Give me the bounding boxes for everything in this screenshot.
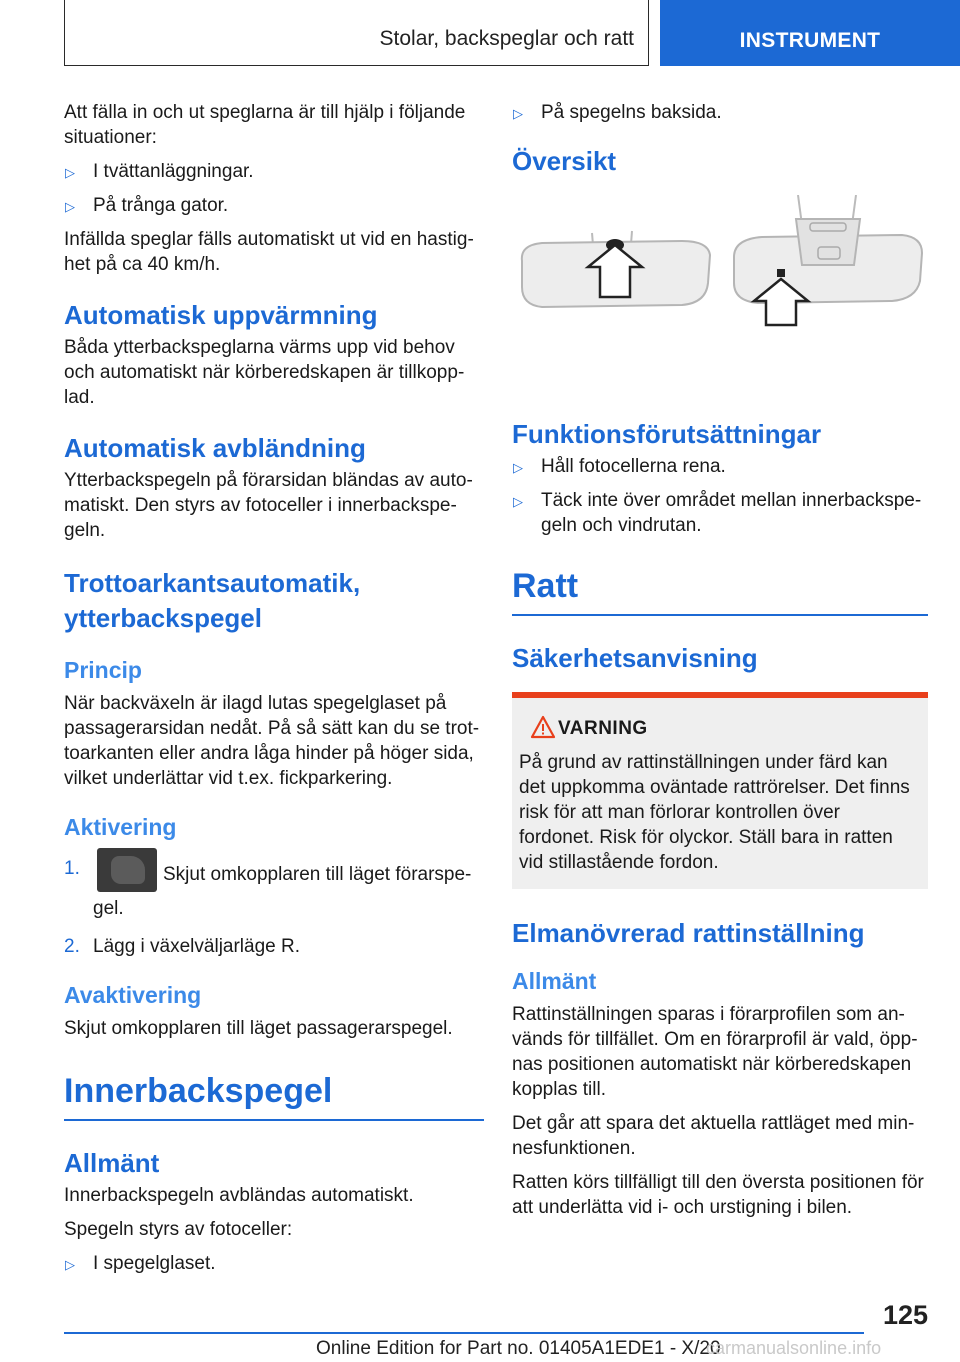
heating-heading: Automatisk uppvärmning: [64, 300, 378, 330]
warning-title: VARNING: [519, 718, 918, 740]
watermark-text: carmanualsonline.info: [706, 1338, 882, 1358]
page-header: [0, 0, 960, 66]
principle-text: När backväxeln är ilagd lutas spegelglaset på passagerarsidan nedåt. På så sätt kan du se trottoarkanten eller andra låga hinder på höger sida, vilket underlättar vid t.ex. fickparkering.: [64, 693, 480, 789]
electric-adjustment-heading: Elmanövrerad rattinställning: [512, 918, 865, 948]
left-column: [64, 100, 484, 1285]
deactivation-heading: Avaktivering: [64, 982, 202, 1008]
step-item: 1. Skjut omkopplaren till läget förarspegel.: [64, 848, 484, 925]
interior-mirror-heading: Innerbackspegel: [64, 1071, 484, 1121]
general-paragraph-1: Rattinställningen sparas i förarprofilen som används för tillfället. Om en förarprofil är vald, öppnas positionen automatiskt när körberedskapen kopplas till.: [512, 1004, 918, 1100]
edition-text: Online Edition for Part no. 01405A1EDE1 - X/20: [316, 1338, 721, 1359]
safety-heading: Säkerhetsanvisning: [512, 643, 758, 673]
general-paragraph-3: Ratten körs tillfälligt till den översta positionen för att underlätta vid i- och urstigning i bilen.: [512, 1172, 924, 1218]
bullet-triangle-icon: ▷: [65, 1257, 75, 1272]
step-number: 1.: [64, 858, 80, 879]
header-frame: [64, 0, 649, 66]
intro-text: Att fälla in och ut speglarna är till hjälp i följande situationer:: [64, 102, 466, 148]
activation-heading: Aktivering: [64, 814, 177, 840]
footer-divider: [64, 1332, 864, 1334]
warning-box: [512, 692, 928, 889]
list-item: ▷ Täck inte över området mellan innerbackspegeln och vindrutan.: [513, 490, 922, 536]
warning-triangle-icon: [530, 715, 556, 739]
bullet-triangle-icon: ▷: [513, 460, 523, 475]
dimming-text: Ytterbackspegeln på förarsidan bländas av automatiskt. Den styrs av fotoceller i innerbackspegeln.: [64, 470, 473, 541]
bullet-triangle-icon: ▷: [65, 165, 75, 180]
general-text-2: Spegeln styrs av fotoceller:: [64, 1219, 293, 1240]
steering-wheel-heading: Ratt: [512, 566, 928, 616]
bullet-triangle-icon: ▷: [65, 199, 75, 214]
dimming-heading: Automatisk avbländning: [64, 433, 366, 463]
step-number: 2.: [64, 936, 80, 957]
function-requirements-heading: Funktionsförutsättningar: [512, 419, 822, 449]
list-item: ▷ På spegelns baksida.: [512, 100, 928, 125]
list-item: ▷ I tvättanläggningar.: [64, 159, 484, 184]
mirror-illustration: [512, 195, 928, 375]
general-heading: Allmänt: [64, 1148, 160, 1178]
heating-text: Båda ytterbackspeglarna värms upp vid behov och automatiskt när körberedskapen är tillkopplad.: [64, 337, 465, 408]
warning-text: På grund av rattinställningen under färd kan det uppkomma oväntade rattrörelser. Det finns risk för att man förlorar kontrollen över fordonet. Risk för olyckor. Ställ bara in ratten vid stillastående fordon.: [519, 752, 910, 873]
general-heading: Allmänt: [512, 968, 597, 994]
mirror-switch-button-icon: [97, 848, 157, 892]
overview-heading: Översikt: [512, 146, 617, 176]
list-item: ▷ I spegelglaset.: [64, 1251, 484, 1276]
principle-heading: Princip: [64, 657, 142, 683]
page-number: 125: [882, 1300, 928, 1330]
deactivation-text: Skjut omkopplaren till läget passagerarspegel.: [64, 1018, 453, 1039]
folded-note: Infällda speglar fälls automatiskt ut vid en hastighet på ca 40 km/h.: [64, 229, 474, 275]
list-item: ▷ Håll fotocellerna rena.: [512, 454, 928, 479]
chapter-title: Stolar, backspeglar och ratt: [379, 27, 634, 50]
step-item: 2. Lägg i växelväljarläge R.: [64, 936, 301, 957]
general-paragraph-2: Det går att spara det aktuella rattläget med minnesfunktionen.: [512, 1113, 915, 1159]
bullet-triangle-icon: ▷: [513, 106, 523, 121]
curb-heading: Trottoarkantsautomatik, ytterbackspegel: [64, 568, 361, 633]
general-text-1: Innerbackspegeln avbländas automatiskt.: [64, 1185, 414, 1206]
right-column: [512, 100, 928, 1229]
list-item: ▷ På trånga gator.: [64, 193, 484, 218]
section-tab[interactable]: INSTRUMENT: [660, 0, 960, 66]
bullet-triangle-icon: ▷: [513, 494, 523, 509]
